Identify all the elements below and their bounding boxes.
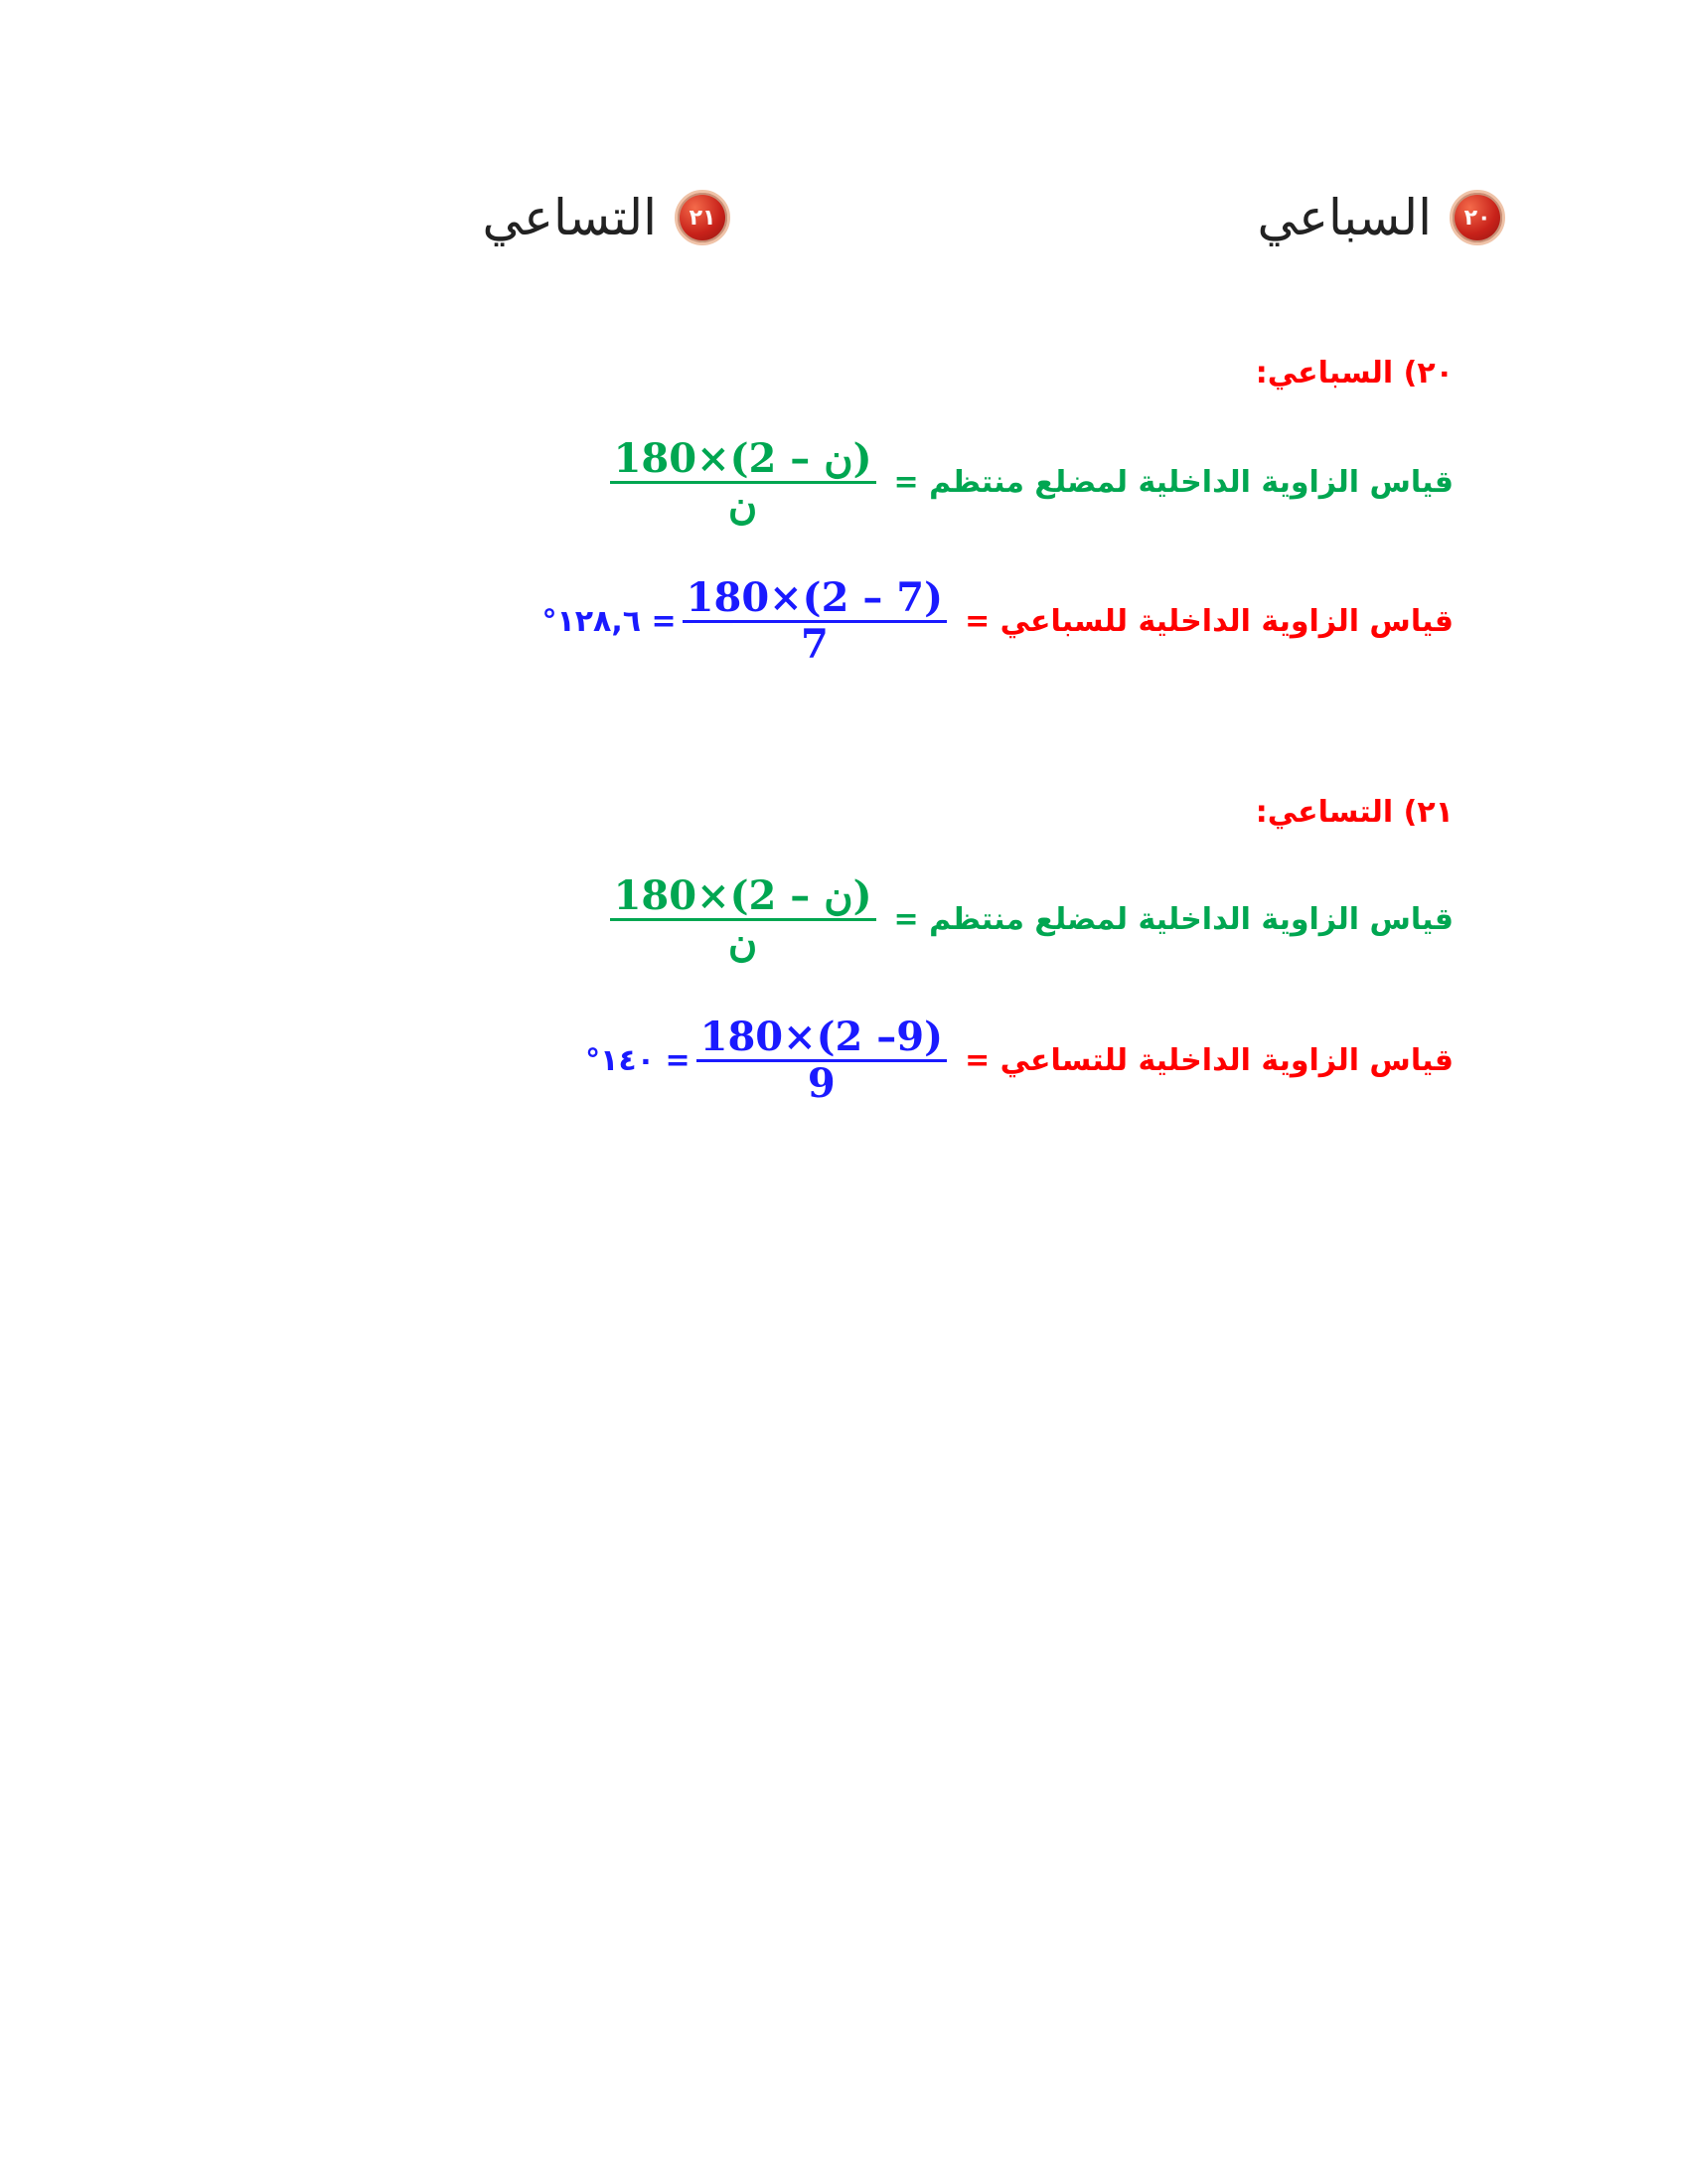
fraction — [610, 874, 876, 965]
fraction-numerator: 180×(2 – ن) — [610, 437, 876, 484]
header-item-heptagon — [1257, 189, 1505, 246]
header-label: التساعي — [482, 189, 657, 246]
formula-label: قياس الزاوية الداخلية للسباعي = — [965, 604, 1454, 639]
fraction-denominator: ن — [727, 482, 758, 529]
fraction-numerator: 180×(2 – ن) — [610, 874, 876, 921]
fraction-denominator: 7 — [800, 621, 829, 668]
fraction-numerator: 180×(2 –9) — [696, 1015, 947, 1062]
fraction-numerator: 180×(2 – 7) — [683, 576, 947, 623]
section-title: ٢١) التساعي: — [1255, 795, 1454, 830]
fraction — [683, 576, 947, 667]
header-item-nonagon — [482, 189, 730, 246]
general-formula-row — [610, 437, 1454, 528]
section-title: ٢٠) السباعي: — [1255, 356, 1454, 390]
fraction — [610, 437, 876, 528]
number-badge-icon: ٢٠ — [1450, 190, 1505, 245]
result-value: = ١٢٨,٦° — [541, 604, 677, 639]
general-formula-row — [610, 874, 1454, 965]
fraction — [696, 1015, 947, 1106]
specific-formula-row — [585, 1015, 1454, 1106]
header-label: السباعي — [1257, 189, 1432, 246]
formula-label: قياس الزاوية الداخلية لمضلع منتظم = — [893, 902, 1454, 937]
specific-formula-row — [541, 576, 1454, 667]
formula-label: قياس الزاوية الداخلية للتساعي = — [965, 1043, 1454, 1078]
result-value: = ١٤٠° — [585, 1043, 691, 1078]
number-badge-icon: ٢١ — [675, 190, 730, 245]
fraction-denominator: ن — [727, 919, 758, 966]
formula-label: قياس الزاوية الداخلية لمضلع منتظم = — [893, 465, 1454, 500]
fraction-denominator: 9 — [807, 1060, 836, 1107]
